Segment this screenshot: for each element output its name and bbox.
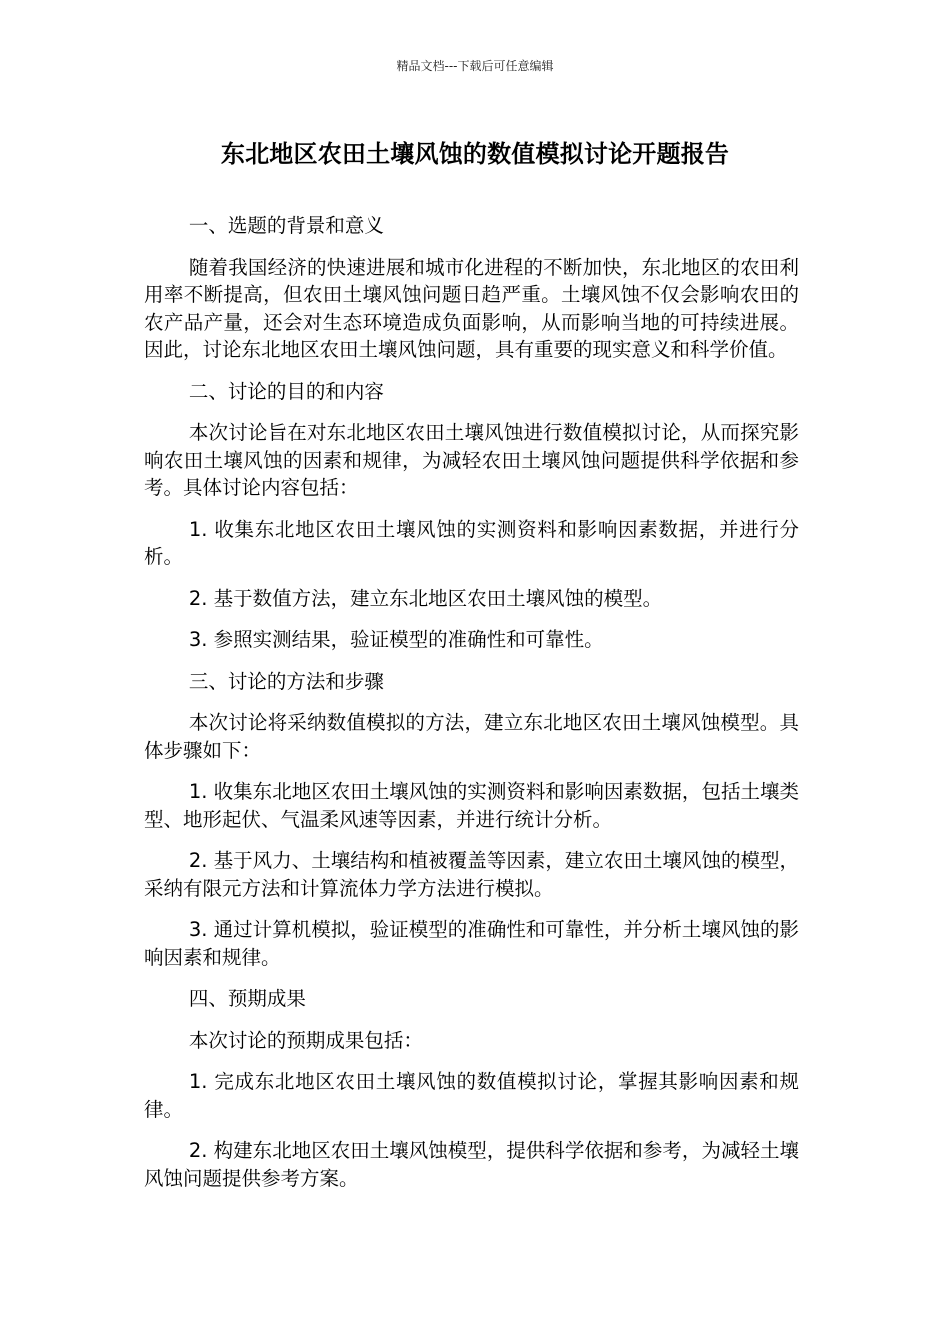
section-purpose: [144, 378, 799, 654]
list-item: 2. 基于数值方法，建立东北地区农田土壤风蚀的模型。: [188, 586, 663, 610]
document-body: [144, 212, 799, 1206]
section-background: [144, 212, 799, 364]
document-title: 东北地区农田土壤风蚀的数值模拟讨论开题报告: [220, 140, 730, 168]
paragraph: 本次讨论旨在对东北地区农田土壤风蚀进行数值模拟讨论，从而探究影响农田土壤风蚀的因素和规律，为减轻农田土壤风蚀问题提供科学依据和参考。具体讨论内容包括：: [144, 421, 799, 499]
section-outcomes: [144, 985, 799, 1192]
list-item: 1. 完成东北地区农田土壤风蚀的数值模拟讨论，掌握其影响因素和规律。: [144, 1070, 799, 1121]
paragraph: 随着我国经济的快速进展和城市化进程的不断加快，东北地区的农田利用率不断提高，但农田土壤风蚀问题日趋严重。土壤风蚀不仅会影响农田的农产品产量，还会对生态环境造成负面影响，从而影响当地的可持续进展。因此，讨论东北地区农田土壤风蚀问题，具有重要的现实意义和科学价值。: [144, 255, 799, 361]
section-heading: 一、选题的背景和意义: [188, 214, 384, 237]
list-item: 3. 通过计算机模拟，验证模型的准确性和可靠性，并分析土壤风蚀的影响因素和规律。: [144, 918, 799, 969]
list-item: 2. 基于风力、土壤结构和植被覆盖等因素，建立农田土壤风蚀的模型，采纳有限元方法和计算流体力学方法进行模拟。: [144, 849, 799, 900]
header-note: 精品文档---下载后可任意编辑: [396, 59, 554, 73]
list-item: 3. 参照实测结果，验证模型的准确性和可靠性。: [188, 628, 604, 651]
list-item: 1. 收集东北地区农田土壤风蚀的实测资料和影响因素数据，包括土壤类型、地形起伏、气温柔风速等因素，并进行统计分析。: [144, 780, 799, 831]
list-item: 1. 收集东北地区农田土壤风蚀的实测资料和影响因素数据，并进行分析。: [144, 517, 799, 568]
list-item: 2. 构建东北地区农田土壤风蚀模型，提供科学依据和参考，为减轻土壤风蚀问题提供参考方案。: [144, 1139, 799, 1190]
section-heading: 二、讨论的目的和内容: [188, 379, 384, 403]
section-heading: 三、讨论的方法和步骤: [188, 669, 384, 693]
paragraph: 本次讨论将采纳数值模拟的方法，建立东北地区农田土壤风蚀模型。具体步骤如下：: [144, 711, 799, 762]
section-heading: 四、预期成果: [188, 987, 306, 1010]
paragraph: 本次讨论的预期成果包括：: [188, 1028, 423, 1052]
section-method: [144, 668, 799, 972]
